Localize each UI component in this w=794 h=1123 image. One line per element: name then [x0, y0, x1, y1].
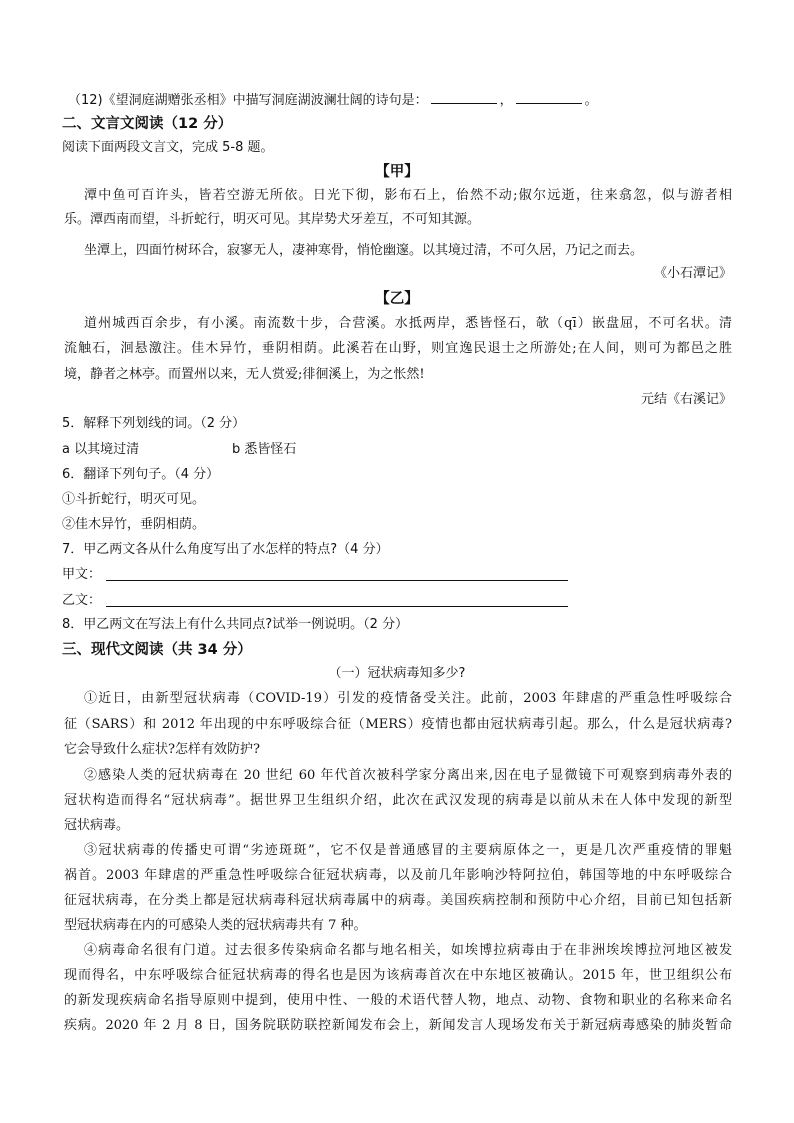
paragraph-2-line-2: 冠状构造而得名“冠状病毒”。据世界卫生组织介绍，此次在武汉发现的病毒是以前从未在人体中发现的新型: [64, 793, 732, 808]
question-5-item-a: a 以其境过清: [62, 442, 140, 457]
passage-yi-line-1: 道州城西百余步，有小溪。南流数十步，合营溪。水抵两岸，悉皆怪石，欹（qī）嵌盘屈，不可名状。清: [84, 316, 732, 331]
passage-jia-source: 《小石潭记》: [653, 266, 732, 281]
question-5: 5．解释下列划线的词。（2 分）: [62, 416, 246, 431]
question-7-yi-label: 乙文：: [62, 593, 102, 608]
paragraph-4-line-1: ④病毒命名很有门道。过去很多传染病命名都与地名相关，如埃博拉病毒由于在非洲埃埃博拉河地区被发: [84, 943, 732, 958]
passage-yi-source: 元结《右溪记》: [640, 392, 732, 407]
question-12-text: （12)《望洞庭湖赠张丞相》中描写洞庭湖波澜壮阔的诗句是：: [68, 93, 428, 108]
paragraph-2-line-1: ②感染人类的冠状病毒在 20 世纪 60 年代首次被科学家分离出来,因在电子显微镜下可观察到病毒外表的: [84, 768, 732, 783]
passage-jia-line-2: 乐。潭西南而望，斗折蛇行，明灭可见。其岸势犬牙差互，不可知其源。: [64, 212, 481, 227]
answer-line-yi[interactable]: [106, 606, 568, 607]
question-12-end: 。: [584, 93, 598, 108]
question-7: 7．甲乙两文各从什么角度写出了水怎样的特点?（4 分）: [62, 542, 389, 557]
passage-jia-line-3: 坐潭上，四面竹树环合，寂寥无人，凄神寒骨，悄怆幽邃。以其境过清，不可久居，乃记之而去。: [84, 243, 644, 258]
paragraph-3-line-1: ③冠状病毒的传播史可谓“劣迹斑斑”，它不仅是普通感冒的主要病原体之一，更是几次严重疫情的罪魁: [84, 843, 732, 858]
passage-jia-label: 【甲】: [375, 164, 419, 180]
passage-yi-label: 【乙】: [375, 291, 419, 307]
paragraph-1-line-1: ①近日，由新型冠状病毒（COVID-19）引发的疫情备受关注。此前，2003 年肆虐的严重急性呼吸综合: [84, 691, 732, 706]
passage-jia-line-1: 潭中鱼可百许头，皆若空游无所依。日光下彻，影布石上，佁然不动;俶尔远逝，往来翕忽，似与游者相: [84, 188, 732, 203]
paragraph-2-line-3: 冠状病毒。: [64, 818, 130, 833]
paragraph-4-line-2: 现而得名，中东呼吸综合征冠状病毒的得名也是因为该病毒首次在中东地区被确认。2015 年，世卫组织公布: [64, 968, 732, 983]
question-6: 6．翻译下列句子。（4 分）: [62, 467, 220, 482]
question-12-separator: ，: [499, 93, 513, 108]
section-2-instruction: 阅读下面两段文言文，完成 5-8 题。: [62, 140, 274, 155]
question-6-sentence-2: ②佳木异竹，垂阴相荫。: [62, 517, 206, 532]
passage-yi-line-3: 境，静者之林亭。而置州以来，无人赏爱;徘徊溪上，为之怅然!: [64, 367, 425, 382]
section-2-heading: 二、文言文阅读（12 分）: [62, 116, 233, 132]
question-6-sentence-1: ①斗折蛇行，明灭可见。: [62, 492, 206, 507]
answer-blank-2[interactable]: [516, 89, 582, 104]
paragraph-3-line-4: 型冠状病毒在内的可感染人类的冠状病毒共有 7 种。: [64, 918, 367, 933]
answer-line-jia[interactable]: [106, 580, 568, 581]
section-3-heading: 三、现代文阅读（共 34 分）: [62, 642, 252, 658]
question-12: [68, 89, 598, 111]
question-8: 8．甲乙两文在写法上有什么共同点?试举一例说明。（2 分）: [62, 617, 409, 632]
question-7-jia-label: 甲文：: [62, 567, 102, 582]
article-title: （一）冠状病毒知多少?: [328, 666, 466, 681]
paragraph-3-line-2: 祸首。2003 年肆虐的严重急性呼吸综合征冠状病毒，以及前几年影响沙特阿拉伯，韩国等地的中东呼吸综合: [64, 868, 732, 883]
paragraph-1-line-3: 它会导致什么症状?怎样有效防护?: [64, 742, 260, 757]
paragraph-4-line-3: 的新发现疾病命名指导原则中提到，使用中性、一般的术语代替人物，地点、动物、食物和职业的名称来命名: [64, 993, 732, 1008]
paragraph-3-line-3: 征冠状病毒，在分类上都是冠状病毒科冠状病毒属中的病毒。美国疾病控制和预防中心介绍，目前已知包括新: [64, 893, 732, 908]
passage-yi-line-2: 流触石，洄悬激注。佳木异竹，垂阴相荫。此溪若在山野，则宜逸民退士之所游处;在人间，则可为都邑之胜: [64, 341, 732, 356]
answer-blank-1[interactable]: [431, 89, 497, 104]
paragraph-4-line-4: 疾病。2020 年 2 月 8 日，国务院联防联控新闻发布会上，新闻发言人现场发布关于新冠病毒感染的肺炎暂命: [64, 1018, 732, 1033]
question-5-item-b: b 悉皆怪石: [232, 442, 297, 457]
paragraph-1-line-2: 征（SARS）和 2012 年出现的中东呼吸综合征（MERS）疫情也都由冠状病毒引起。那么，什么是冠状病毒?: [64, 717, 732, 732]
